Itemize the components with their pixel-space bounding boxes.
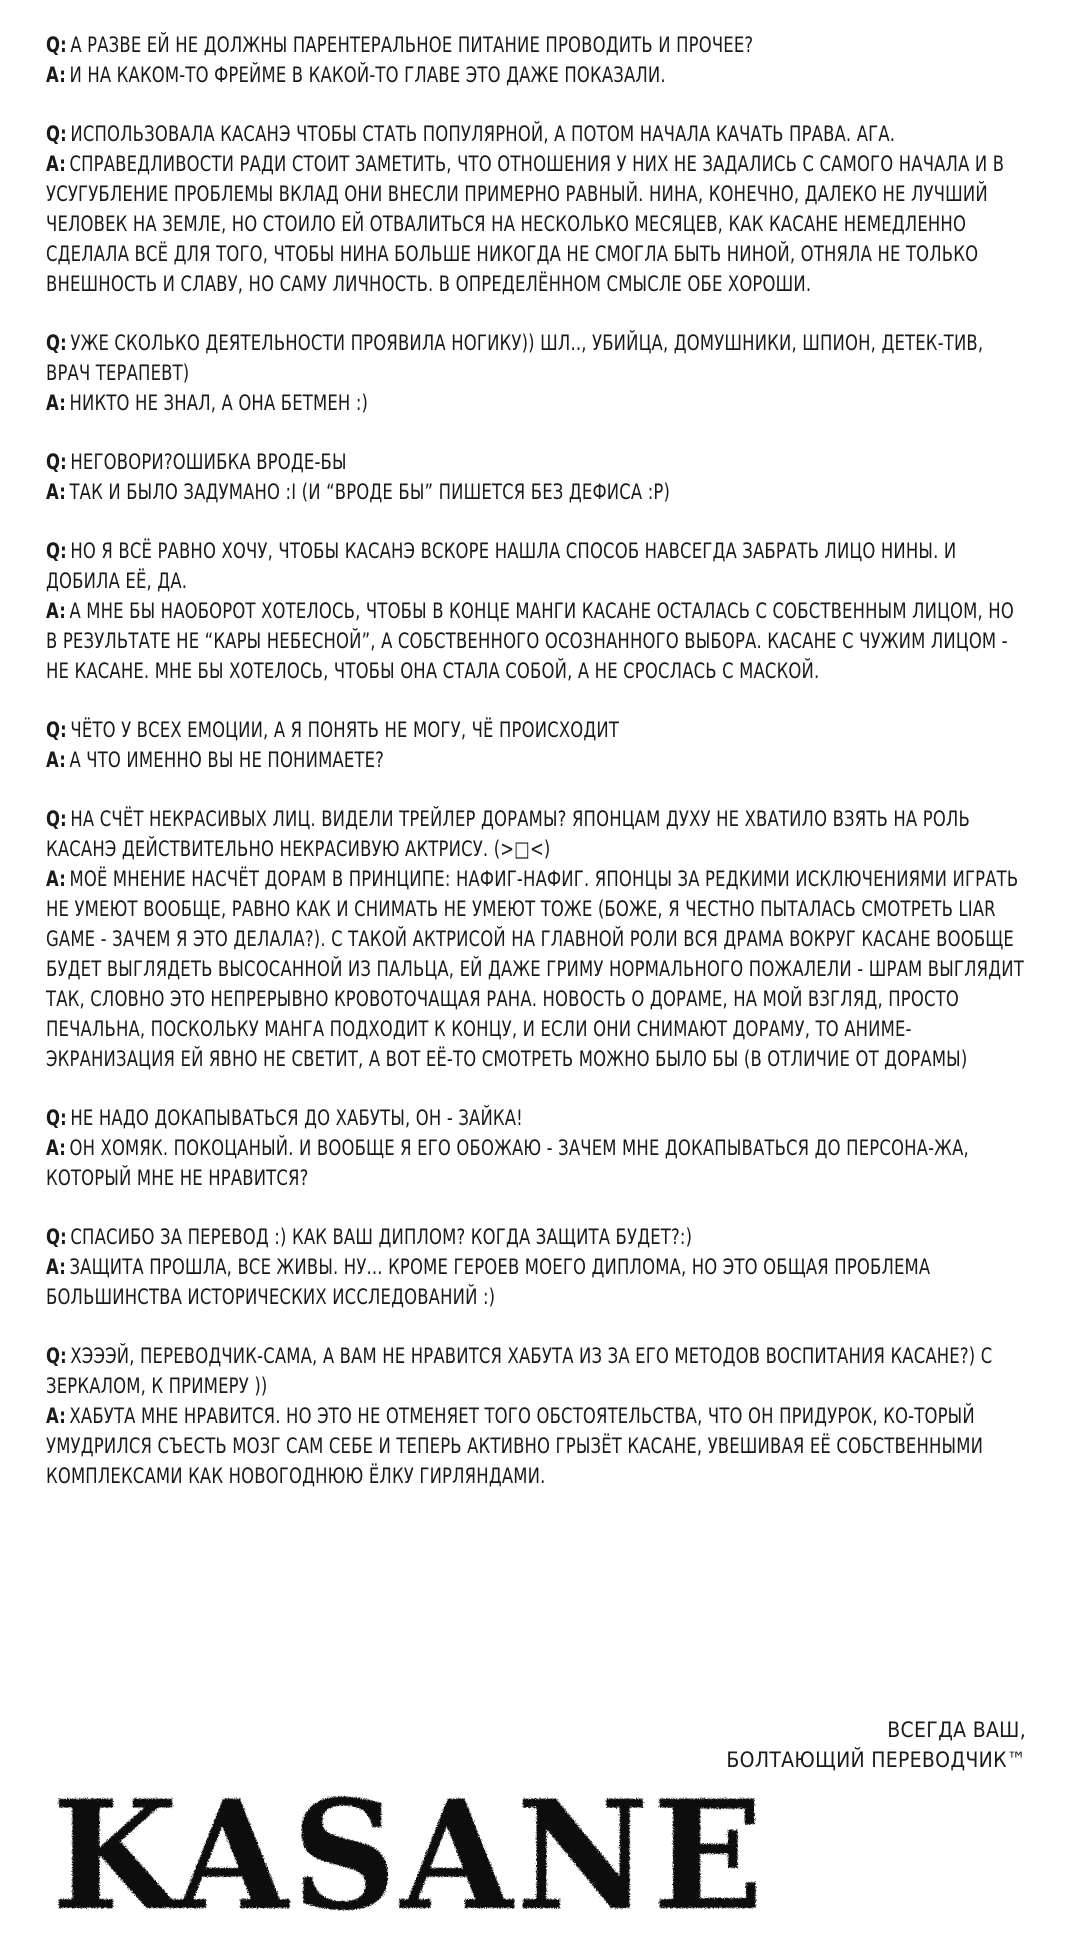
answer-line [46,1252,1025,1312]
answer-line [46,1401,1025,1491]
question-line [46,1222,1025,1252]
question-line [46,804,1025,864]
answer-line [46,596,1025,686]
qa-entry [46,447,1026,507]
answer-text: НИКТО НЕ ЗНАЛ, А ОНА БЕТМЕН :) [69,391,369,415]
question-marker: Q: [46,33,67,57]
question-line [46,328,1025,388]
answer-line [46,149,1025,299]
question-text: ЧЁТО У ВСЕХ ЕМОЦИИ, А Я ПОНЯТЬ НЕ МОГУ, ЧЁ ПРОИСХОДИТ [70,718,620,742]
question-line [46,715,1025,745]
qa-entry [46,1222,1026,1312]
answer-text: А ЧТО ИМЕННО ВЫ НЕ ПОНИМАЕТЕ? [69,748,385,772]
answer-marker: A: [46,1136,66,1160]
answer-line [46,1133,1025,1193]
qa-entry [46,1103,1026,1193]
translator-signature [726,1715,1026,1775]
logo-text: KASANE [52,1770,767,1930]
answer-text: СПРАВЕДЛИВОСТИ РАДИ СТОИТ ЗАМЕТИТЬ, ЧТО ОТНОШЕНИЯ У НИХ НЕ ЗАДАЛИСЬ С САМОГО НАЧАЛА И В УСУГУБЛЕНИЕ ПРОБЛЕМЫ ВКЛАД ОНИ ВНЕСЛИ ПРИМЕРНО РАВНЫЙ. НИНА, КОНЕЧНО, ДАЛЕКО НЕ ЛУЧШИЙ ЧЕЛОВЕК НА ЗЕМЛЕ, НО СТОИЛО ЕЙ ОТВАЛИТЬСЯ НА НЕСКОЛЬКО МЕСЯЦЕВ, КАК КАСАНЕ НЕМЕДЛЕННО СДЕЛАЛА ВСЁ ДЛЯ ТОГО, ЧТОБЫ НИНА БОЛЬШЕ НИКОГДА НЕ СМОГЛА БЫТЬ НИНОЙ, ОТНЯЛА НЕ ТОЛЬКО ВНЕШНОСТЬ И СЛАВУ, НО САМУ ЛИЧНОСТЬ. В ОПРЕДЕЛЁННОМ СМЫСЛЕ ОБЕ ХОРОШИ. [46,152,1005,296]
answer-line [46,60,1025,90]
answer-marker: A: [46,748,66,772]
answer-text: ЗАЩИТА ПРОШЛА, ВСЕ ЖИВЫ. НУ... КРОМЕ ГЕРОЕВ МОЕГО ДИПЛОМА, НО ЭТО ОБЩАЯ ПРОБЛЕМА БОЛЬШИНСТВА ИСТОРИЧЕСКИХ ИССЛЕДОВАНИЙ :) [46,1255,931,1309]
qa-entry [46,804,1026,1074]
qa-entry [46,30,1026,90]
question-text: А РАЗВЕ ЕЙ НЕ ДОЛЖНЫ ПАРЕНТЕРАЛЬНОЕ ПИТАНИЕ ПРОВОДИТЬ И ПРОЧЕЕ? [70,33,754,57]
qa-list [46,30,1026,1520]
kasane-logo-svg [52,1770,772,1930]
answer-text: МОЁ МНЕНИЕ НАСЧЁТ ДОРАМ В ПРИНЦИПЕ: НАФИГ-НАФИГ. ЯПОНЦЫ ЗА РЕДКИМИ ИСКЛЮЧЕНИЯМИ ИГРАТЬ НЕ УМЕЮТ ВООБЩЕ, РАВНО КАК И СНИМАТЬ НЕ УМЕЮТ ТОЖЕ (БОЖЕ, Я ЧЕСТНО ПЫТАЛАСЬ СМОТРЕТЬ LIAR GAME - ЗАЧЕМ Я ЭТО ДЕЛАЛА?). С ТАКОЙ АКТРИСОЙ НА ГЛАВНОЙ РОЛИ ВСЯ ДРАМА ВОКРУГ КАСАНЕ ВООБЩЕ БУДЕТ ВЫГЛЯДЕТЬ ВЫСОСАННОЙ ИЗ ПАЛЬЦА, ЕЙ ДАЖЕ ГРИМУ НОРМАЛЬНОГО ПОЖАЛЕЛИ - ШРАМ ВЫГЛЯДИТ ТАК, СЛОВНО ЭТО НЕПРЕРЫВНО КРОВОТОЧАЩАЯ РАНА. НОВОСТЬ О ДОРАМЕ, НА МОЙ ВЗГЛЯД, ПРОСТО ПЕЧАЛЬНА, ПОСКОЛЬКУ МАНГА ПОДХОДИТ К КОНЦУ, И ЕСЛИ ОНИ СНИМАЮТ ДОРАМУ, ТО АНИМЕ-ЭКРАНИЗАЦИЯ ЕЙ ЯВНО НЕ СВЕТИТ, А ВОТ ЕЁ-ТО СМОТРЕТЬ МОЖНО БЫЛО БЫ (В ОТЛИЧИЕ ОТ ДОРАМЫ) [46,867,1024,1071]
question-marker: Q: [46,450,67,474]
answer-marker: A: [46,867,66,891]
question-line [46,536,1025,596]
question-marker: Q: [46,1344,67,1368]
answer-text: А МНЕ БЫ НАОБОРОТ ХОТЕЛОСЬ, ЧТОБЫ В КОНЦЕ МАНГИ КАСАНЕ ОСТАЛАСЬ С СОБСТВЕННЫМ ЛИЦОМ, НО В РЕЗУЛЬТАТЕ НЕ “КАРЫ НЕБЕСНОЙ”, А СОБСТВЕННОГО ОСОЗНАННОГО ВЫБОРА. КАСАНЕ С ЧУЖИМ ЛИЦОМ - НЕ КАСАНЕ. МНЕ БЫ ХОТЕЛОСЬ, ЧТОБЫ ОНА СТАЛА СОБОЙ, А НЕ СРОСЛАСЬ С МАСКОЙ. [46,599,1014,683]
qa-entry [46,328,1026,418]
question-line [46,30,1025,60]
question-marker: Q: [46,807,67,831]
answer-text: ХАБУТА МНЕ НРАВИТСЯ. НО ЭТО НЕ ОТМЕНЯЕТ ТОГО ОБСТОЯТЕЛЬСТВА, ЧТО ОН ПРИДУРОК, КО-ТОРЫЙ УМУДРИЛСЯ СЪЕСТЬ МОЗГ САМ СЕБЕ И ТЕПЕРЬ АКТИВНО ГРЫЗЁТ КАСАНЕ, УВЕШИВАЯ ЕЁ СОБСТВЕННЫМИ КОМПЛЕКСАМИ КАК НОВОГОДНЮЮ ЁЛКУ ГИРЛЯНДАМИ. [46,1404,984,1488]
question-marker: Q: [46,122,67,146]
question-line [46,1341,1025,1401]
question-text: ХЭЭЭЙ, ПЕРЕВОДЧИК-САМА, А ВАМ НЕ НРАВИТСЯ ХАБУТА ИЗ ЗА ЕГО МЕТОДОВ ВОСПИТАНИЯ КАСАНЕ?) С ЗЕРКАЛОМ, К ПРИМЕРУ )) [46,1344,993,1398]
question-text: НА СЧЁТ НЕКРАСИВЫХ ЛИЦ. ВИДЕЛИ ТРЕЙЛЕР ДОРАМЫ? ЯПОНЦАМ ДУХУ НЕ ХВАТИЛО ВЗЯТЬ НА РОЛЬ КАСАНЭ ДЕЙСТВИТЕЛЬНО НЕКРАСИВУЮ АКТРИСУ. (>□<) [46,807,970,861]
qa-entry [46,1341,1026,1491]
question-line [46,119,1025,149]
answer-marker: A: [46,1404,66,1428]
answer-marker: A: [46,391,66,415]
question-text: НЕГОВОРИ?ОШИБКА ВРОДЕ-БЫ [70,450,347,474]
answer-line [46,388,1025,418]
question-text: НЕ НАДО ДОКАПЫВАТЬСЯ ДО ХАБУТЫ, ОН - ЗАЙКА! [70,1106,523,1130]
qa-entry [46,119,1026,299]
answer-text: ТАК И БЫЛО ЗАДУМАНО :I (И “ВРОДЕ БЫ” ПИШЕТСЯ БЕЗ ДЕФИСА :Р) [69,480,671,504]
answer-marker: A: [46,1255,66,1279]
question-marker: Q: [46,539,67,563]
question-marker: Q: [46,1225,67,1249]
answer-marker: A: [46,480,66,504]
question-text: ИСПОЛЬЗОВАЛА КАСАНЭ ЧТОБЫ СТАТЬ ПОПУЛЯРНОЙ, А ПОТОМ НАЧАЛА КАЧАТЬ ПРАВА. АГА. [70,122,896,146]
signature-line-2: БОЛТАЮЩИЙ ПЕРЕВОДЧИК™ [726,1748,1026,1772]
answer-text: ОН ХОМЯК. ПОКОЦАНЫЙ. И ВООБЩЕ Я ЕГО ОБОЖАЮ - ЗАЧЕМ МНЕ ДОКАПЫВАТЬСЯ ДО ПЕРСОНА-ЖА, КОТОРЫЙ МНЕ НЕ НРАВИТСЯ? [46,1136,969,1190]
answer-text: И НА КАКОМ-ТО ФРЕЙМЕ В КАКОЙ-ТО ГЛАВЕ ЭТО ДАЖЕ ПОКАЗАЛИ. [69,63,666,87]
answer-line [46,745,1025,775]
qa-entry [46,715,1026,775]
answer-line [46,864,1025,1074]
answer-marker: A: [46,599,66,623]
question-marker: Q: [46,331,67,355]
question-text: СПАСИБО ЗА ПЕРЕВОД :) КАК ВАШ ДИПЛОМ? КОГДА ЗАЩИТА БУДЕТ?:) [70,1225,693,1249]
question-marker: Q: [46,1106,67,1130]
question-text: УЖЕ СКОЛЬКО ДЕЯТЕЛЬНОСТИ ПРОЯВИЛА НОГИКУ)) ШЛ.., УБИЙЦА, ДОМУШНИКИ, ШПИОН, ДЕТЕК-ТИВ, ВРАЧ ТЕРАПЕВТ) [46,331,984,385]
question-line [46,447,1025,477]
signature-line-1: ВСЕГДА ВАШ, [887,1718,1026,1742]
kasane-logo [52,1770,772,1930]
question-text: НО Я ВСЁ РАВНО ХОЧУ, ЧТОБЫ КАСАНЭ ВСКОРЕ НАШЛА СПОСОБ НАВСЕГДА ЗАБРАТЬ ЛИЦО НИНЫ. И ДОБИЛА ЕЁ, ДА. [46,539,957,593]
answer-marker: A: [46,63,66,87]
answer-marker: A: [46,152,66,176]
question-line [46,1103,1025,1133]
answer-line [46,477,1025,507]
qa-entry [46,536,1026,686]
question-marker: Q: [46,718,67,742]
